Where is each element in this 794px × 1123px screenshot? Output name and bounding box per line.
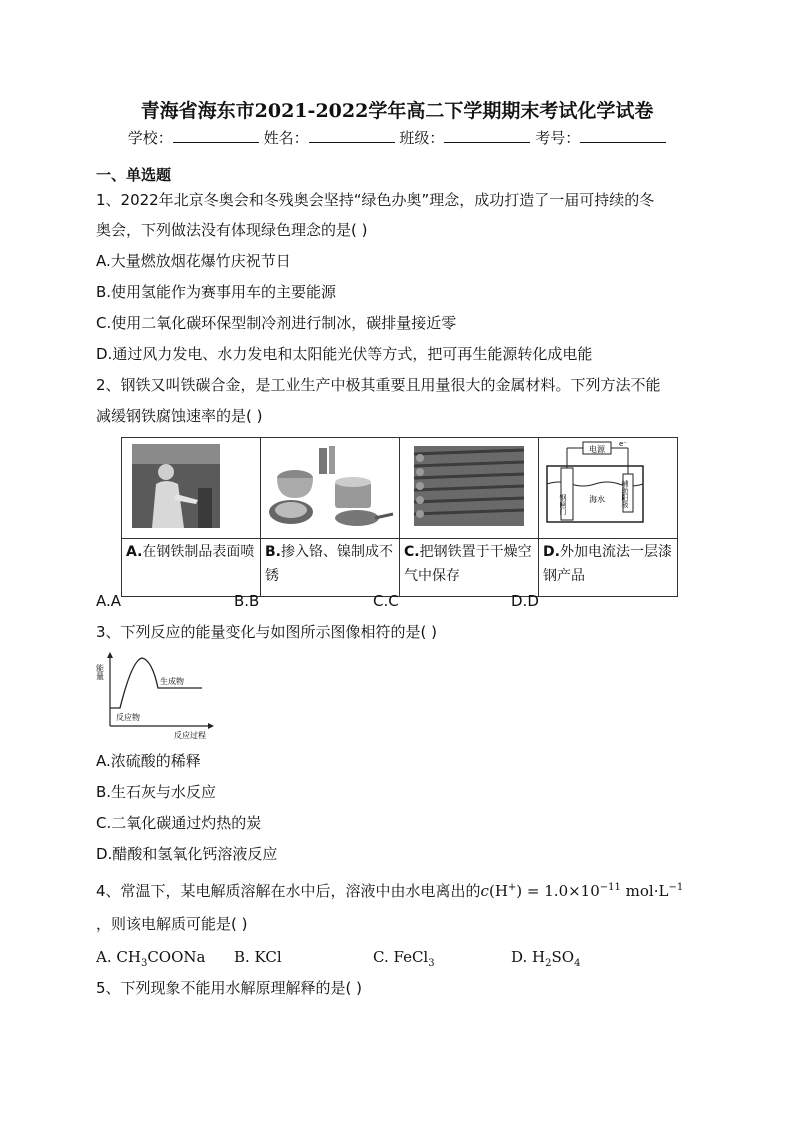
q2-options-table [121, 437, 678, 597]
school-label: 学校： [127, 129, 173, 147]
class-blank[interactable] [444, 128, 530, 143]
q2-image-a [122, 438, 261, 539]
auxiliary-anode-label: 辅助阳极 [621, 480, 629, 508]
q1-option-d: D.通过风力发电、水力发电和太阳能光伏等方式，把可再生能源转化成电能 [96, 345, 593, 363]
q3-option-d: D.醋酸和氢氧化钙溶液反应 [96, 845, 278, 863]
q2-stem-line1: 2、钢铁又叫铁碳合金，是工业生产中极其重要且用量很大的金属材料。下列方法不能 [96, 376, 661, 394]
energy-axis-label: 能量 [95, 664, 105, 680]
q1-stem-line1: 1、2022年北京冬奥会和冬残奥会坚持“绿色办奥”理念，成功打造了一届可持续的冬 [96, 191, 655, 209]
q3-option-c: C.二氧化碳通过灼热的炭 [96, 814, 262, 832]
q3-option-a: A.浓硫酸的稀释 [96, 752, 201, 770]
section-heading: 一、单选题 [96, 166, 172, 184]
steel-gate-label: 钢闸门 [559, 494, 567, 515]
name-blank[interactable] [309, 128, 395, 143]
q4-option-d: D. $H_2SO_4$ [511, 948, 581, 969]
q4-option-a: A. $CH_3COONa$ [96, 948, 206, 969]
number-label: 考号： [535, 129, 581, 147]
impressed-current-diagram [539, 438, 677, 534]
q2-choice-d: D.D [511, 592, 539, 610]
name-label: 姓名： [263, 129, 309, 147]
product-label: 生成物 [160, 677, 184, 686]
electron-label: e⁻ [619, 440, 628, 448]
page-title: 青海省海东市2021-2022学年高二下学期期末考试化学试卷 [140, 100, 654, 122]
painting-worker-photo-icon [122, 438, 260, 534]
school-blank[interactable] [173, 128, 259, 143]
q1-option-b: B.使用氢能作为赛事用车的主要能源 [96, 283, 337, 301]
q3-option-b: B.生石灰与水反应 [96, 783, 217, 801]
q2-choice-b: B.B [234, 592, 260, 610]
q2-cell-c: C.把钢铁置于干燥空气中保存 [400, 539, 539, 597]
q2-choice-c: C.C [373, 592, 399, 610]
q2-stem-line2: 减缓钢铁腐蚀速率的是( ) [96, 407, 263, 425]
energy-diagram [95, 650, 218, 740]
reactant-label: 反应物 [116, 713, 140, 722]
seawater-label: 海水 [589, 495, 605, 504]
q4-stem-line1: 4、常温下，某电解质溶解在水中后，溶液中由水电离出的$c(H^+) = 1.0\times 10^{-11}$ $mol\cdot L^{-1}$ [96, 882, 684, 900]
student-info-line [0, 127, 794, 148]
q2-cell-a: A.在钢铁制品表面喷 [122, 539, 261, 597]
q5-stem: 5、下列现象不能用水解原理解释的是( ) [96, 979, 363, 997]
q2-cell-b: B.掺入铬、镍制成不锈 [261, 539, 400, 597]
q2-image-b [261, 438, 400, 539]
q4-stem-line2: ，则该电解质可能是( ) [96, 915, 248, 933]
steel-bars-stack-icon [400, 438, 538, 534]
stainless-cookware-icon [261, 438, 399, 534]
q2-image-c [400, 438, 539, 539]
power-source-label: 电源 [589, 445, 605, 454]
q2-choice-a: A.A [96, 592, 122, 610]
q4-option-c: C. FeCl$_3$ [373, 948, 435, 969]
q1-option-a: A.大量燃放烟花爆竹庆祝节日 [96, 252, 291, 270]
number-blank[interactable] [580, 128, 666, 143]
q1-stem-line2: 奥会，下列做法没有体现绿色理念的是( ) [96, 221, 368, 239]
class-label: 班级： [399, 129, 445, 147]
q2-cell-d: D.外加电流法一层漆钢产品 [539, 539, 678, 597]
q2-image-d [539, 438, 678, 539]
h-concentration-formula: $c(H^+) = 1.0\times 10^{-11}$ $mol\cdot L^{-1}$ [480, 882, 684, 900]
reaction-progress-label: 反应过程 [174, 731, 206, 740]
q3-stem: 3、下列反应的能量变化与如图所示图像相符的是( ) [96, 623, 438, 641]
q4-option-b: B. KCl [234, 948, 282, 966]
q1-option-c: C.使用二氧化碳环保型制冷剂进行制冰，碳排量接近零 [96, 314, 457, 332]
